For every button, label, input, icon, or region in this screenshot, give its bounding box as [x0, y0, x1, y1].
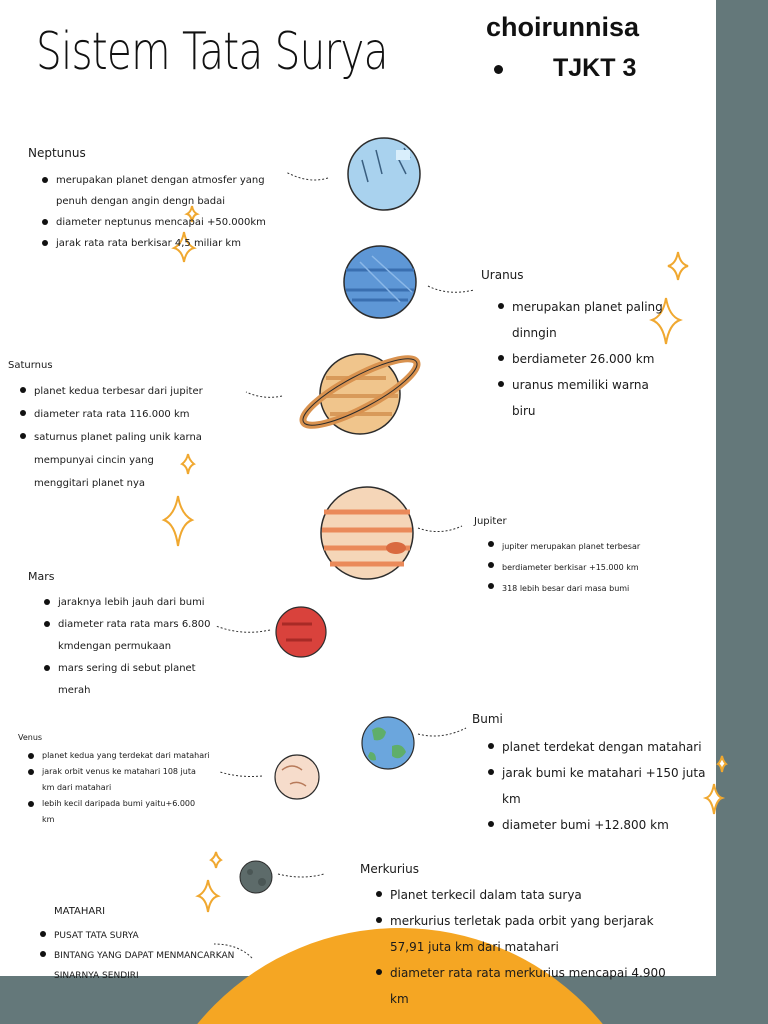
saturnus-heading: Saturnus: [8, 360, 53, 371]
merkurius-facts: [372, 882, 682, 1012]
saturn-illustration: [296, 348, 424, 436]
list-item: diameter neptunus mencapai +50.000km: [38, 212, 268, 233]
class-name: TJKT 3: [553, 54, 637, 82]
list-item: diameter rata rata 116.000 km: [16, 403, 206, 426]
matahari-heading: MATAHARI: [54, 906, 106, 917]
saturnus-facts: [16, 380, 206, 495]
list-item: merkurius terletak pada orbit yang berjarak 57,91 juta km dari matahari: [372, 908, 682, 960]
list-item: uranus memiliki warna biru: [494, 372, 674, 424]
uranus-illustration: [344, 246, 416, 318]
mercury-illustration: [240, 861, 272, 893]
venus-heading: Venus: [18, 733, 43, 742]
list-item: jarak bumi ke matahari +150 juta km: [484, 760, 724, 812]
mars-heading: Mars: [28, 570, 55, 583]
uranus-facts: [494, 294, 674, 424]
list-item: berdiameter berkisar +15.000 km: [484, 557, 684, 578]
jupiter-heading: Jupiter: [474, 516, 507, 527]
neptune-illustration: [348, 138, 420, 210]
list-item: BINTANG YANG DAPAT MENMANCARKAN SINARNYA SENDIRI: [36, 946, 236, 986]
bullet-dot: [494, 65, 503, 74]
list-item: mars sering di sebut planet merah: [40, 658, 230, 702]
list-item: planet kedua yang terdekat dari matahari: [24, 748, 210, 764]
list-item: saturnus planet paling unik karna mempunyai cincin yang menggitari planet nya: [16, 426, 206, 495]
mars-illustration: [276, 607, 326, 657]
list-item: 318 lebih besar dari masa bumi: [484, 578, 684, 599]
merkurius-heading: Merkurius: [360, 862, 419, 876]
list-item: jarak rata rata berkisar 4,5 miliar km: [38, 233, 268, 254]
list-item: jupiter merupakan planet terbesar: [484, 536, 684, 557]
list-item: diameter rata rata merkurius mencapai 4.900 km: [372, 960, 682, 1012]
venus-facts: [24, 748, 210, 828]
author-name: choirunnisa: [486, 12, 640, 42]
bumi-facts: [484, 734, 724, 838]
neptunus-heading: Neptunus: [28, 146, 86, 160]
earth-illustration: [362, 717, 414, 769]
list-item: diameter bumi +12.800 km: [484, 812, 724, 838]
jupiter-illustration: [321, 487, 413, 579]
list-item: merupakan planet paling dinngin: [494, 294, 674, 346]
neptunus-facts: [38, 170, 268, 254]
list-item: PUSAT TATA SURYA: [36, 926, 236, 946]
matahari-facts: [36, 926, 236, 986]
list-item: berdiameter 26.000 km: [494, 346, 674, 372]
uranus-heading: Uranus: [481, 268, 524, 282]
list-item: planet terdekat dengan matahari: [484, 734, 724, 760]
list-item: Planet terkecil dalam tata surya: [372, 882, 682, 908]
page-title: Sistem Tata Surya: [36, 22, 388, 82]
mars-facts: [40, 592, 230, 702]
jupiter-facts: [484, 536, 684, 599]
list-item: diameter rata rata mars 6.800 kmdengan permukaan: [40, 614, 230, 658]
class-label: [494, 54, 636, 83]
list-item: jarak orbit venus ke matahari 108 juta km dari matahari: [24, 764, 210, 796]
list-item: merupakan planet dengan atmosfer yang penuh dengan angin dengn badai: [38, 170, 268, 212]
list-item: lebih kecil daripada bumi yaitu+6.000 km: [24, 796, 210, 828]
list-item: jaraknya lebih jauh dari bumi: [40, 592, 230, 614]
list-item: planet kedua terbesar dari jupiter: [16, 380, 206, 403]
venus-illustration: [275, 755, 319, 799]
bumi-heading: Bumi: [472, 712, 503, 726]
